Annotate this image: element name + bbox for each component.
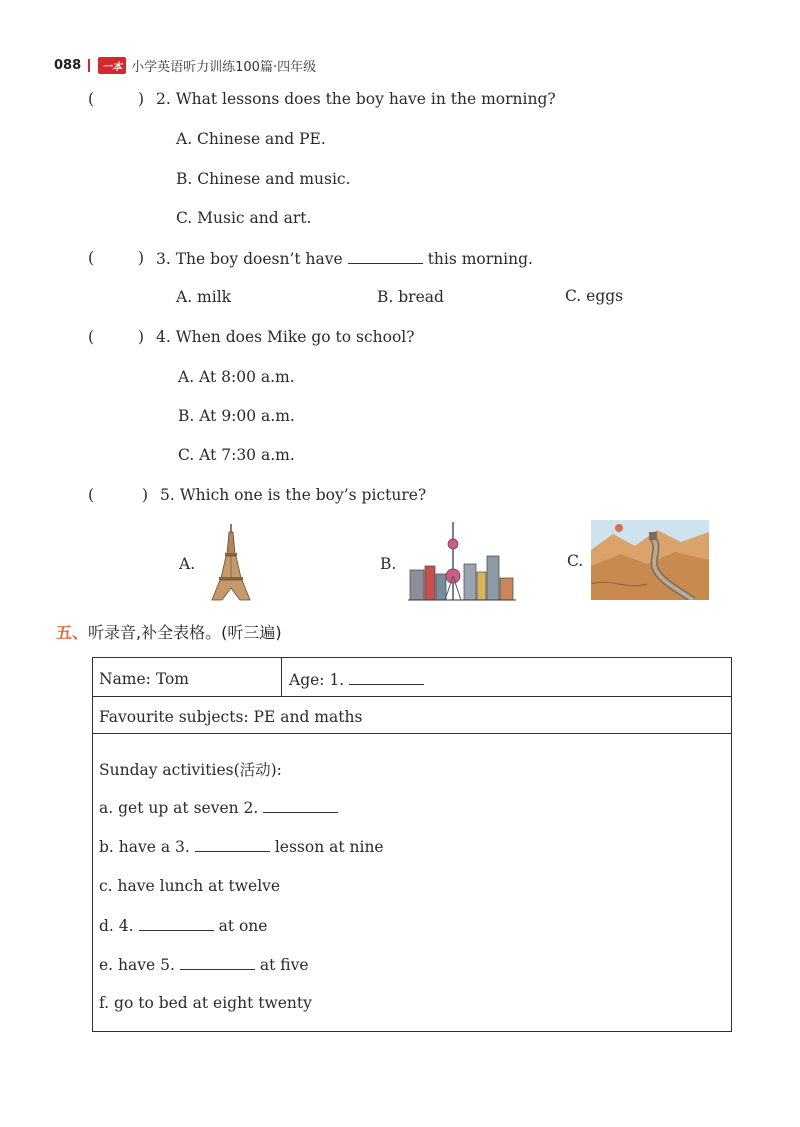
favourite-subjects-cell: Favourite subjects: PE and maths (99, 708, 363, 726)
question-stem-before: 3. The boy doesn’t have (156, 250, 343, 268)
answer-slot-3[interactable] (100, 253, 136, 271)
fill-blank-5[interactable] (180, 955, 255, 970)
eiffel-tower-picture[interactable] (210, 522, 252, 602)
activity-text-after: at five (259, 956, 309, 974)
book-title: 小学英语听力训练100篇·四年级 (131, 59, 317, 75)
option-b: B. Chinese and music. (176, 170, 351, 188)
picture-label-b: B. (380, 555, 397, 573)
question-stem-after: this morning. (427, 250, 533, 268)
answer-paren-right: ) (138, 90, 145, 108)
answer-paren-right: ) (138, 328, 145, 346)
question-stem: 5. Which one is the boy’s picture? (160, 486, 427, 504)
option-b: B. bread (377, 288, 444, 306)
fill-blank-3[interactable] (195, 837, 270, 852)
question-stem: 4. When does Mike go to school? (156, 328, 415, 346)
city-skyline-tower-picture[interactable] (408, 520, 516, 602)
activities-title: Sunday activities(活动): (99, 761, 282, 779)
page-header (54, 54, 316, 76)
age-cell (289, 670, 429, 689)
activity-text-after: lesson at nine (274, 838, 384, 856)
option-c: C. At 7:30 a.m. (178, 446, 295, 464)
answer-slot-5[interactable] (100, 490, 136, 508)
question-stem (156, 249, 533, 268)
fill-blank-2[interactable] (263, 798, 338, 813)
fill-blank-4[interactable] (139, 916, 214, 931)
table-divider (93, 733, 731, 734)
option-b: B. At 9:00 a.m. (178, 407, 295, 425)
activity-row-c: c. have lunch at twelve (99, 877, 281, 895)
activity-row-d (99, 916, 267, 935)
option-c: C. Music and art. (176, 209, 312, 227)
great-wall-picture[interactable] (591, 520, 709, 600)
age-label: Age: 1. (289, 671, 345, 689)
answer-paren-left: ( (88, 90, 95, 108)
activity-text: a. get up at seven 2. (99, 799, 259, 817)
header-separator (88, 59, 90, 72)
activity-row-b (99, 837, 384, 856)
activity-text-after: at one (218, 917, 268, 935)
option-c: C. eggs (565, 287, 624, 305)
activity-text: e. have 5. (99, 956, 175, 974)
fill-blank-1[interactable] (349, 670, 424, 685)
page-number: 088 (54, 57, 82, 73)
fill-in-table (92, 657, 732, 1032)
answer-paren-left: ( (88, 486, 95, 504)
section-instruction: 听录音,补全表格。(听三遍) (88, 623, 282, 642)
activity-row-e (99, 955, 309, 974)
picture-label-a: A. (179, 555, 196, 573)
section-number: 五、 (56, 623, 89, 642)
table-divider (281, 658, 282, 696)
option-a: A. Chinese and PE. (176, 130, 326, 148)
answer-paren-right: ) (142, 486, 149, 504)
brand-logo: 一本 (98, 57, 126, 74)
table-divider (93, 696, 731, 697)
question-stem: 2. What lessons does the boy have in the morning? (156, 90, 556, 108)
option-a: A. milk (176, 288, 232, 306)
answer-slot-2[interactable] (100, 94, 136, 112)
activity-row-a (99, 798, 343, 817)
fill-blank[interactable] (348, 249, 423, 264)
option-a: A. At 8:00 a.m. (178, 368, 295, 386)
activity-text: b. have a 3. (99, 838, 190, 856)
answer-paren-left: ( (88, 249, 95, 267)
picture-label-c: C. (567, 552, 584, 570)
activity-text: d. 4. (99, 917, 134, 935)
name-cell: Name: Tom (99, 670, 189, 688)
answer-slot-4[interactable] (100, 332, 136, 350)
answer-paren-left: ( (88, 328, 95, 346)
activity-row-f: f. go to bed at eight twenty (99, 994, 312, 1012)
section-5-title (56, 620, 282, 643)
answer-paren-right: ) (138, 249, 145, 267)
